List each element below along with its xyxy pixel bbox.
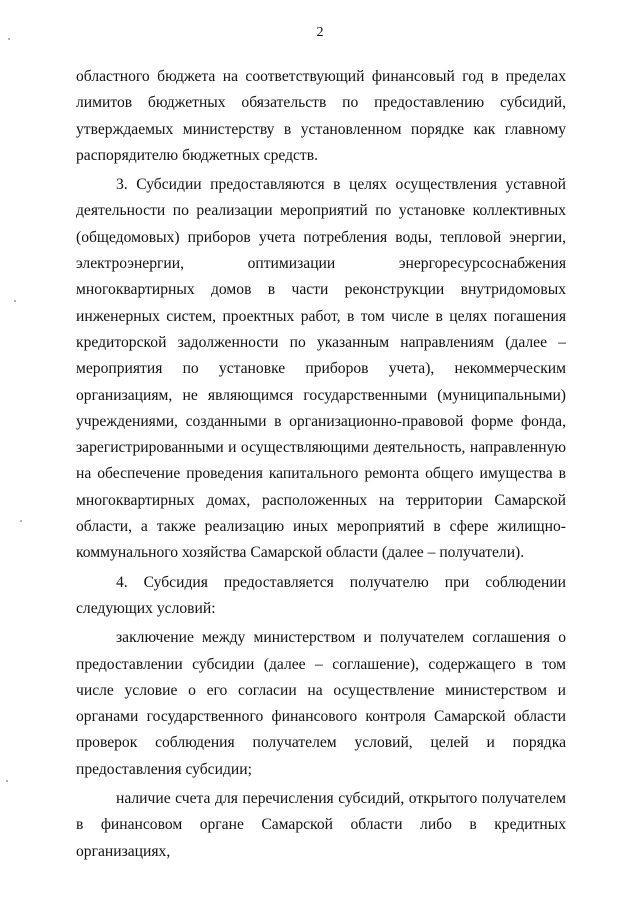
scan-speck bbox=[14, 300, 16, 302]
paragraph-4-subsidy-conditions: 4. Субсидия предоставляется получателю при соблюдении следующих условий: bbox=[76, 573, 566, 617]
paragraph-account-condition: наличие счета для перечисления субсидий, открытого получателем в финансовом органе Самарской области либо в кредитных организациях, bbox=[76, 790, 566, 860]
paragraph-3-subsidy-purpose: 3. Субсидии предоставляются в целях осуществления уставной деятельности по реализации мероприятий по установке коллективных (общедомовых) приборов учета потребления воды, тепловой энергии, электроэнергии, оптимизации энергоресурсоснабжения многоквартирных домов в части реконструкции внутридомовых инженерных систем, проектных работ, в том числе в целях погашения кредиторской задолженности по указанным направлениям (далее – мероприятия по установке приборов учета), некоммерческим организациям, не являющимся государственными (муниципальными) учреждениями, созданными в организационно-правовой форме фонда, зарегистрированными и осуществляющими деятельность, направленную на обеспечение проведения капитального ремонта общего имущества в многоквартирных домах, расположенных на территории Самарской области, а также реализацию иных мероприятий в сфере жилищно-коммунального хозяйства Самарской области (далее – получатели). bbox=[76, 176, 566, 562]
scan-speck bbox=[20, 520, 22, 522]
scan-speck bbox=[6, 780, 8, 782]
scan-speck bbox=[8, 38, 10, 40]
paragraph-budget-limits: областного бюджета на соответствующий финансовый год в пределах лимитов бюджетных обязательств по предоставлению субсидий, утверждаемых министерству в установленном порядке как главному распорядителю бюджетных средств. bbox=[76, 68, 566, 164]
page-number: 2 bbox=[316, 25, 324, 40]
paragraph-agreement-condition: заключение между министерством и получателем соглашения о предоставлении субсидии (далее – соглашение), содержащего в том числе условие о его согласии на осуществление министерством и органами государственного финансового контроля Самарской области проверок соблюдения получателем условий, целей и порядка предоставления субсидии; bbox=[76, 629, 566, 778]
document-body bbox=[76, 64, 566, 865]
